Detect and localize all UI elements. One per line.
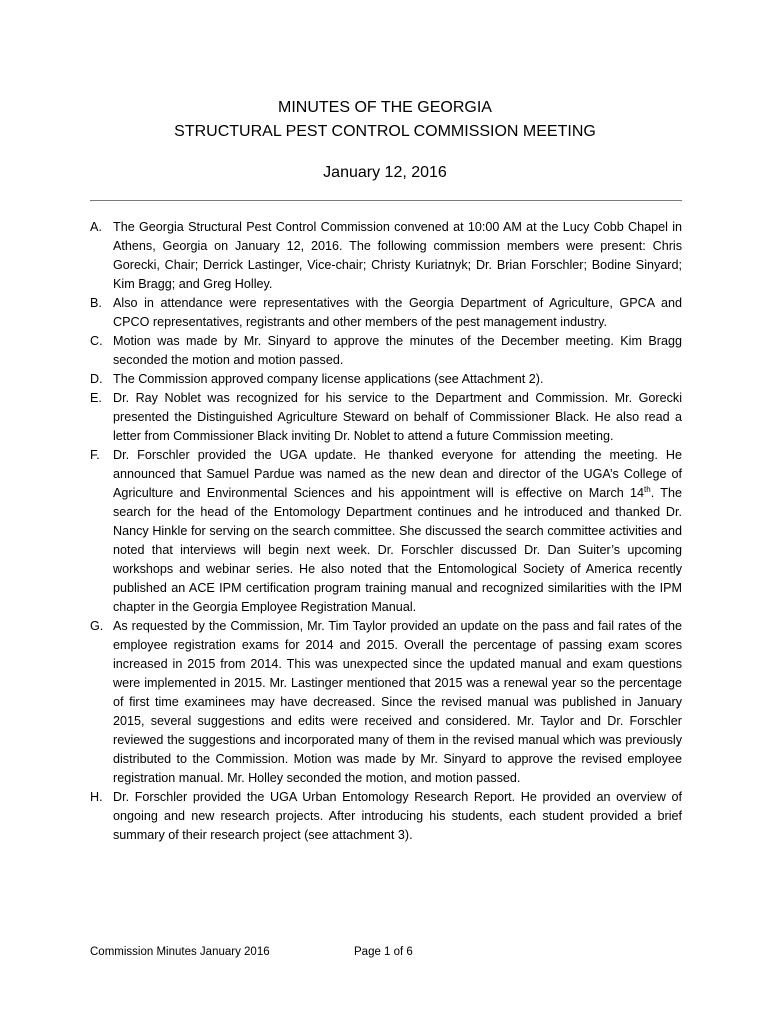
item-letter: C.	[90, 334, 103, 348]
item-text: As requested by the Commission, Mr. Tim Taylor provided an update on the pass and fail rates of the employee registration exams for 2014 and 2015. Overall the percentage of passing exam scores increased in 2015 from 2014. This was unexpected since the updated manual and exam questions were implemented in 2015. Mr. Lastinger mentioned that 2015 was a renewal year so the percentage of first time examinees may have decreased. Since the revised manual was published in January 2015, several suggestions and edits were received and considered. Mr. Taylor and Dr. Forschler reviewed the suggestions and incorporated many of them in the revised manual which was previously distributed to the Commission. Motion was made by Mr. Sinyard to approve the revised employee registration manual. Mr. Holley seconded the motion, and motion passed.	[113, 619, 682, 785]
item-text: Also in attendance were representatives with the Georgia Department of Agriculture, GPCA and CPCO representatives, registrants and other members of the pest management industry.	[113, 296, 682, 329]
item-letter: A.	[90, 220, 102, 234]
minutes-item-a	[90, 218, 682, 294]
item-text-before: Dr. Forschler provided the UGA update. He thanked everyone for attending the meeting. He announced that Samuel Pardue was named as the new dean and director of the UGA’s College of Agriculture and Environmental Sciences and his appointment will is effective on March 14	[113, 448, 682, 500]
item-letter: B.	[90, 296, 102, 310]
item-text: Motion was made by Mr. Sinyard to approve the minutes of the December meeting. Kim Bragg seconded the motion and motion passed.	[113, 334, 682, 367]
meeting-date: January 12, 2016	[323, 164, 447, 181]
minutes-item-d	[90, 370, 682, 389]
item-letter: F.	[90, 448, 100, 462]
minutes-item-f	[90, 446, 682, 617]
item-letter: E.	[90, 391, 102, 405]
minutes-item-e	[90, 389, 682, 446]
minutes-item-c	[90, 332, 682, 370]
item-text: The Georgia Structural Pest Control Commission convened at 10:00 AM at the Lucy Cobb Chapel in Athens, Georgia on January 12, 2016. The following commission members were present: Chris Gorecki, Chair; Derrick Lastinger, Vice-chair; Christy Kuriatnyk; Dr. Brian Forschler; Bodine Sinyard; Kim Bragg; and Greg Holley.	[113, 220, 682, 291]
title-line-2: STRUCTURAL PEST CONTROL COMMISSION MEETING	[174, 123, 596, 140]
item-letter: H.	[90, 790, 103, 804]
item-text: Dr. Ray Noblet was recognized for his service to the Department and Commission. Mr. Gorecki presented the Distinguished Agriculture Steward on behalf of Commissioner Black. He also read a letter from Commissioner Black inviting Dr. Noblet to attend a future Commission meeting.	[113, 391, 682, 443]
ordinal-superscript: th	[644, 484, 651, 494]
header-divider	[90, 200, 682, 201]
minutes-item-b	[90, 294, 682, 332]
minutes-item-g	[90, 617, 682, 788]
footer-page-number: Page 1 of 6	[354, 946, 413, 958]
item-text: The Commission approved company license applications (see Attachment 2).	[113, 372, 544, 386]
item-text: Dr. Forschler provided the UGA Urban Entomology Research Report. He provided an overview of ongoing and new research projects. After introducing his students, each student provided a brief summary of their research project (see attachment 3).	[113, 790, 682, 842]
item-text-after: . The search for the head of the Entomology Department continues and he introduced and thanked Dr. Nancy Hinkle for serving on the search committee. She discussed the search committee activities and noted that interviews will begin next week. Dr. Forschler discussed Dr. Dan Suiter’s upcoming workshops and webinar series. He also noted that the Entomological Society of America recently published an ACE IPM certification program training manual and recognized similarities with the IPM chapter in the Georgia Employee Registration Manual.	[113, 486, 682, 614]
title-line-1: MINUTES OF THE GEORGIA	[278, 99, 492, 116]
item-text	[113, 446, 682, 617]
minutes-list	[90, 218, 682, 845]
minutes-item-h	[90, 788, 682, 845]
item-letter: D.	[90, 372, 103, 386]
footer-document-label: Commission Minutes January 2016	[90, 946, 270, 958]
item-letter: G.	[90, 619, 104, 633]
